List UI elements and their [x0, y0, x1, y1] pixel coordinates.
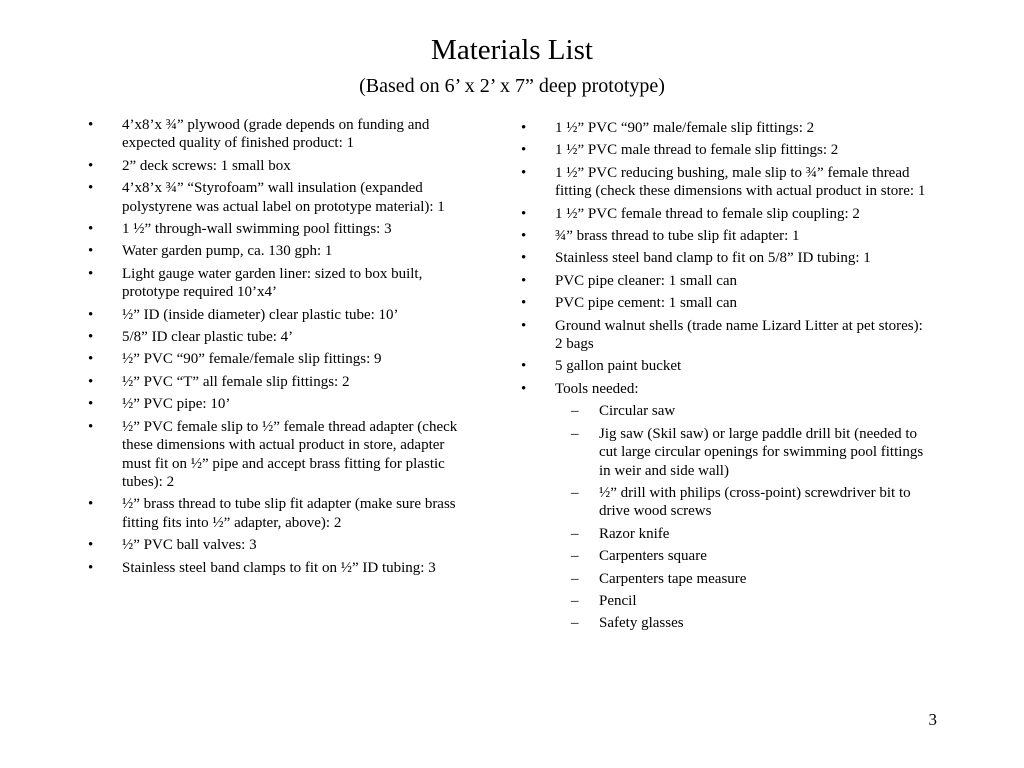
list-item: [521, 119, 931, 137]
dash-icon: –: [571, 425, 579, 442]
list-item-text: Stainless steel band clamps to fit on ½” ID tubing: 3: [122, 559, 436, 576]
list-item-text: Circular saw: [599, 403, 676, 420]
list-item: [88, 306, 460, 324]
bullet-icon: •: [521, 120, 527, 136]
bullet-icon: •: [88, 396, 94, 413]
list-item-text: 5 gallon paint bucket: [555, 358, 682, 375]
dash-icon: –: [571, 525, 579, 542]
bullet-icon: •: [88, 157, 94, 174]
tool-item: [555, 402, 931, 420]
materials-list-right: [521, 119, 931, 637]
list-item: [521, 164, 931, 201]
bullet-icon: •: [88, 373, 94, 390]
list-item: [88, 179, 460, 216]
bullet-icon: •: [88, 306, 94, 323]
list-item: [88, 157, 460, 175]
list-item-text: Water garden pump, ca. 130 gph: 1: [122, 243, 333, 260]
list-item: [88, 265, 460, 302]
dash-icon: –: [571, 615, 579, 632]
tool-item: [555, 525, 931, 543]
bullet-icon: •: [521, 164, 527, 181]
list-item: [88, 328, 460, 346]
list-item-text: ½” drill with philips (cross-point) screwdriver bit to drive wood screws: [599, 484, 911, 520]
list-item-text: ½” ID (inside diameter) clear plastic tube: 10’: [122, 306, 399, 323]
bullet-icon: •: [88, 496, 94, 513]
list-item-text: Light gauge water garden liner: sized to box built, prototype required 10’x4’: [122, 265, 423, 301]
list-item-text: 4’x8’x ¾” “Styrofoam” wall insulation (expanded polystyrene was actual label on prototype material): 1: [122, 180, 445, 215]
bullet-icon: •: [521, 317, 527, 334]
dash-icon: –: [571, 403, 579, 420]
page-number: 3: [928, 710, 937, 729]
list-item-text: Pencil: [599, 592, 637, 609]
list-item: [88, 373, 460, 391]
tool-item: [555, 484, 931, 521]
bullet-icon: •: [521, 250, 527, 267]
dash-icon: –: [571, 484, 579, 501]
list-item-text: 1 ½” through-wall swimming pool fittings: 3: [122, 221, 392, 238]
bullet-icon: •: [521, 142, 527, 159]
tool-item: [555, 570, 931, 588]
materials-list-left: [88, 116, 460, 581]
list-item: [521, 294, 931, 312]
bullet-icon: •: [88, 418, 94, 435]
list-item-text: Carpenters square: [599, 548, 707, 565]
list-item: [521, 205, 931, 223]
list-item-text: ½” brass thread to tube slip fit adapter (make sure brass fitting fits into ½” adapter, above): 2: [122, 496, 456, 531]
list-item: [521, 249, 931, 267]
tool-item: [555, 614, 931, 632]
dash-icon: –: [571, 592, 579, 609]
bullet-icon: •: [88, 329, 94, 346]
list-item-text: Razor knife: [599, 525, 670, 542]
list-item-text: 5/8” ID clear plastic tube: 4’: [122, 329, 294, 346]
list-item-text: PVC pipe cleaner: 1 small can: [555, 272, 738, 289]
slide-subtitle: (Based on 6’ x 2’ x 7” deep prototype): [359, 75, 665, 97]
bullet-icon: •: [521, 358, 527, 375]
bullet-icon: •: [88, 180, 94, 197]
bullet-icon: •: [88, 537, 94, 554]
list-item: [521, 272, 931, 290]
bullet-icon: •: [88, 221, 94, 238]
bullet-icon: •: [88, 117, 94, 133]
slide-title: Materials List: [431, 34, 593, 66]
tool-item: [555, 592, 931, 610]
list-item-text: ¾” brass thread to tube slip fit adapter: 1: [555, 228, 800, 245]
tools-sublist: [555, 402, 931, 632]
list-item: [88, 495, 460, 532]
bullet-icon: •: [88, 559, 94, 576]
list-item-text: 1 ½” PVC female thread to female slip coupling: 2: [555, 205, 860, 222]
list-item: [88, 242, 460, 260]
bullet-icon: •: [521, 205, 527, 222]
list-item: [88, 350, 460, 368]
list-item-text: Safety glasses: [599, 615, 684, 632]
dash-icon: –: [571, 570, 579, 587]
bullet-icon: •: [521, 295, 527, 312]
list-item: [521, 380, 931, 633]
list-item-text: ½” PVC “90” female/female slip fittings: 9: [122, 351, 382, 368]
list-item: [88, 559, 460, 577]
list-item: [88, 220, 460, 238]
list-item-text: PVC pipe cement: 1 small can: [555, 295, 738, 312]
tool-item: [555, 425, 931, 480]
list-item-text: 1 ½” PVC “90” male/female slip fittings: 2: [555, 120, 815, 136]
tool-item: [555, 547, 931, 565]
list-item: [88, 418, 460, 492]
list-item: [521, 227, 931, 245]
bullet-icon: •: [521, 380, 527, 397]
list-item: [88, 116, 460, 153]
list-item: [88, 536, 460, 554]
list-item: [88, 395, 460, 413]
bullet-icon: •: [521, 228, 527, 245]
list-item-text: ½” PVC female slip to ½” female thread adapter (check these dimensions with actual product in store, adapter must fit on ½” pipe and accept brass fitting for plastic tubes): 2: [122, 418, 458, 490]
list-item: [521, 317, 931, 354]
list-item: [521, 141, 931, 159]
list-item-text: 1 ½” PVC male thread to female slip fittings: 2: [555, 142, 839, 159]
bullet-icon: •: [88, 243, 94, 260]
list-item-text: Jig saw (Skil saw) or large paddle drill bit (needed to cut large circular openings for swimming pool fittings in weir and side wall): [599, 425, 924, 479]
list-item-text: Ground walnut shells (trade name Lizard Litter at pet stores): 2 bags: [555, 317, 923, 353]
bullet-icon: •: [88, 265, 94, 282]
bullet-icon: •: [521, 272, 527, 289]
list-item-text: ½” PVC ball valves: 3: [122, 537, 257, 554]
dash-icon: –: [571, 548, 579, 565]
list-item-text: Carpenters tape measure: [599, 570, 747, 587]
list-item-text: 1 ½” PVC reducing bushing, male slip to ¾” female thread fitting (check these dimensions with actual product in store: 1: [555, 164, 926, 200]
bullet-icon: •: [88, 351, 94, 368]
list-item: [521, 357, 931, 375]
list-item-text: 2” deck screws: 1 small box: [122, 157, 291, 174]
list-item-text: Tools needed:: [555, 380, 639, 397]
list-item-text: ½” PVC “T” all female slip fittings: 2: [122, 373, 350, 390]
list-item-text: Stainless steel band clamp to fit on 5/8” ID tubing: 1: [555, 250, 871, 267]
list-item-text: ½” PVC pipe: 10’: [122, 396, 231, 413]
list-item-text: 4’x8’x ¾” plywood (grade depends on funding and expected quality of finished product: 1: [122, 117, 430, 152]
